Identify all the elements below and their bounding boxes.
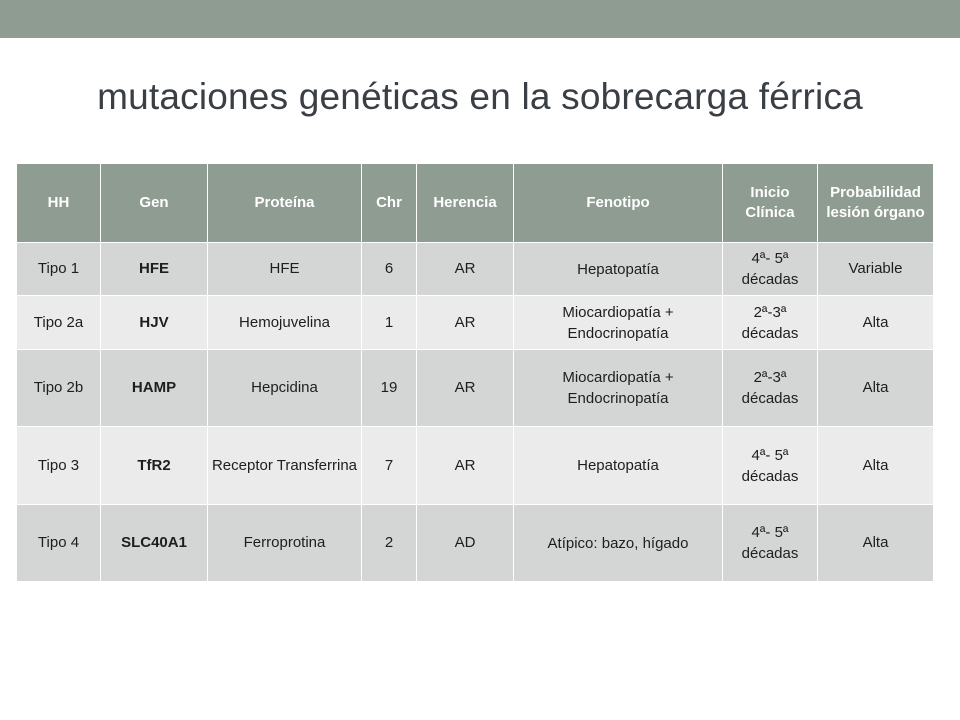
- header-hh: HH: [17, 164, 101, 243]
- cell-fenotipo: Atípico: bazo, hígado: [514, 505, 723, 582]
- cell-proteina: Hemojuvelina: [208, 296, 362, 350]
- cell-inicio: 4ª- 5ª décadas: [723, 505, 818, 582]
- cell-herencia: AR: [417, 350, 514, 427]
- cell-chr: 1: [362, 296, 417, 350]
- table-row: [17, 296, 934, 350]
- cell-gen: HJV: [101, 296, 208, 350]
- mutations-table: [16, 163, 934, 582]
- cell-chr: 6: [362, 243, 417, 296]
- header-chr: Chr: [362, 164, 417, 243]
- cell-hh: Tipo 2b: [17, 350, 101, 427]
- header-herencia: Herencia: [417, 164, 514, 243]
- table-header-row: [17, 164, 934, 243]
- cell-herencia: AR: [417, 427, 514, 505]
- cell-hh: Tipo 4: [17, 505, 101, 582]
- cell-fenotipo: Hepatopatía: [514, 243, 723, 296]
- cell-chr: 7: [362, 427, 417, 505]
- cell-probabilidad: Alta: [818, 350, 934, 427]
- cell-probabilidad: Alta: [818, 505, 934, 582]
- cell-gen: HFE: [101, 243, 208, 296]
- cell-fenotipo: Hepatopatía: [514, 427, 723, 505]
- cell-probabilidad: Variable: [818, 243, 934, 296]
- cell-gen: TfR2: [101, 427, 208, 505]
- cell-inicio: 2ª-3ª décadas: [723, 350, 818, 427]
- cell-herencia: AR: [417, 296, 514, 350]
- header-gen: Gen: [101, 164, 208, 243]
- cell-hh: Tipo 1: [17, 243, 101, 296]
- cell-proteina: HFE: [208, 243, 362, 296]
- cell-probabilidad: Alta: [818, 296, 934, 350]
- header-inicio-clinica: Inicio Clínica: [723, 164, 818, 243]
- cell-probabilidad: Alta: [818, 427, 934, 505]
- table-row: [17, 243, 934, 296]
- cell-chr: 19: [362, 350, 417, 427]
- cell-fenotipo: Miocardiopatía + Endocrinopatía: [514, 296, 723, 350]
- cell-chr: 2: [362, 505, 417, 582]
- cell-herencia: AR: [417, 243, 514, 296]
- header-proteina: Proteína: [208, 164, 362, 243]
- cell-inicio: 4ª- 5ª décadas: [723, 427, 818, 505]
- cell-hh: Tipo 2a: [17, 296, 101, 350]
- cell-inicio: 2ª-3ª décadas: [723, 296, 818, 350]
- slide-title: mutaciones genéticas en la sobrecarga férrica: [97, 76, 863, 117]
- table-row: [17, 350, 934, 427]
- top-band: [0, 0, 960, 38]
- cell-proteina: Hepcidina: [208, 350, 362, 427]
- cell-inicio: 4ª- 5ª décadas: [723, 243, 818, 296]
- header-fenotipo: Fenotipo: [514, 164, 723, 243]
- header-probabilidad: Probabilidad lesión órgano: [818, 164, 934, 243]
- cell-herencia: AD: [417, 505, 514, 582]
- cell-gen: HAMP: [101, 350, 208, 427]
- cell-gen: SLC40A1: [101, 505, 208, 582]
- cell-fenotipo: Miocardiopatía + Endocrinopatía: [514, 350, 723, 427]
- cell-hh: Tipo 3: [17, 427, 101, 505]
- table-row: [17, 505, 934, 582]
- cell-proteina: Receptor Transferrina: [208, 427, 362, 505]
- cell-proteina: Ferroprotina: [208, 505, 362, 582]
- table-row: [17, 427, 934, 505]
